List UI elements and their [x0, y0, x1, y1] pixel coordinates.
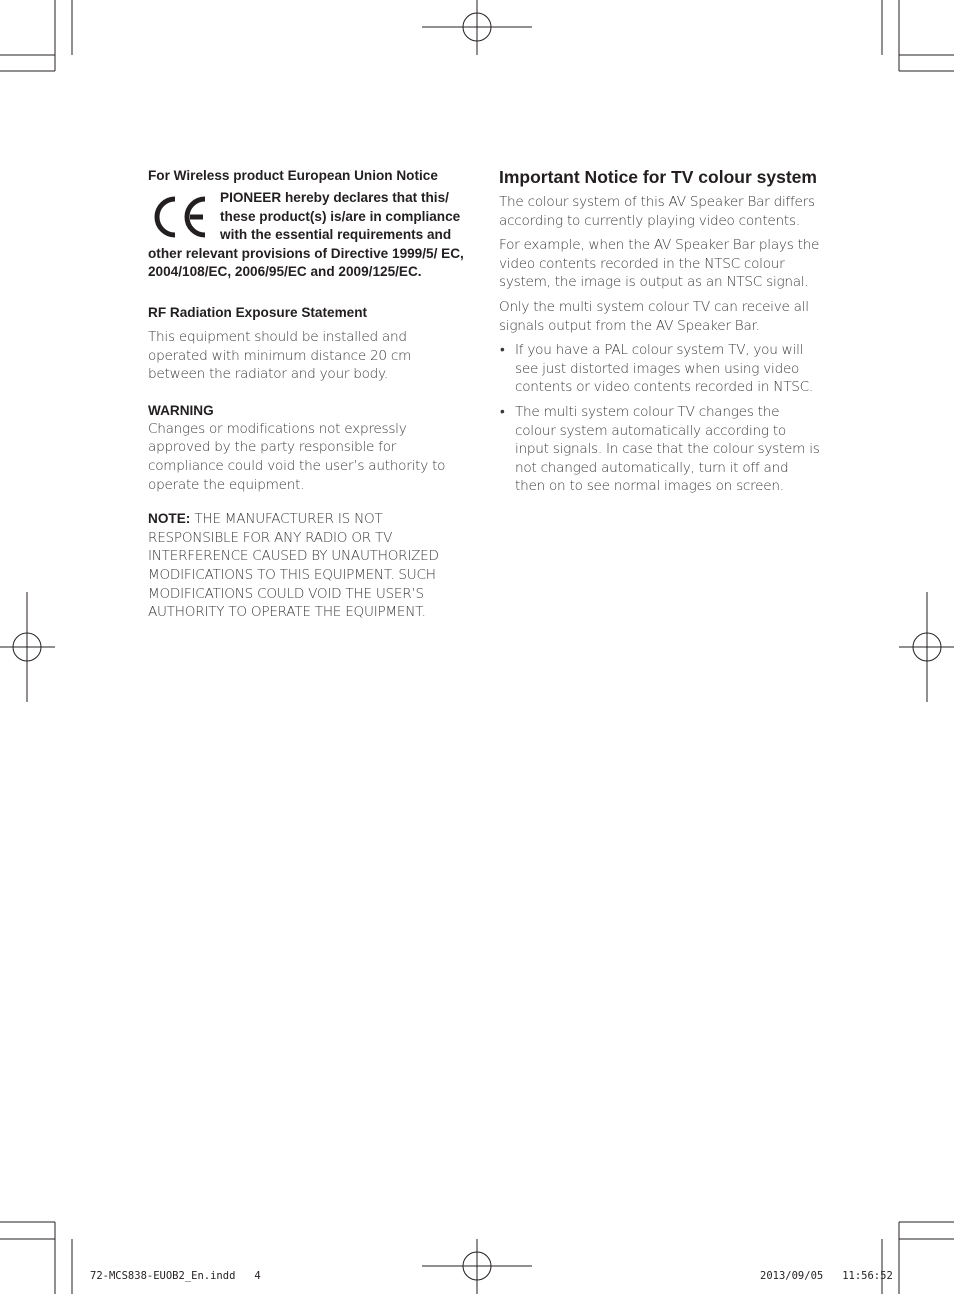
list-item: • If you have a PAL colour system TV, you will see just distorted images when using video contents or video contents recorded in NTSC.	[500, 342, 813, 396]
tv-colour-heading: Important Notice for TV colour system	[499, 167, 817, 187]
left-column	[148, 166, 470, 622]
list-item: • The multi system colour TV changes the colour system automatically according to input signals. In case that the colour system is not changed automatically, turn it off and then on to see normal images on screen.	[500, 403, 820, 495]
footer-date: 2013/09/05	[760, 1270, 824, 1282]
warning-text: Changes or modifications not expressly approved by the party responsible for compliance could void the user’s authority to operate the equipment.	[148, 420, 446, 493]
note-text: THE MANUFACTURER IS NOT RESPONSIBLE FOR ANY RADIO OR TV INTERFERENCE CAUSED BY UNAUTHORIZED MODIFICATIONS TO THIS EQUIPMENT. SUCH MODIFICATIONS COULD VOID THE USER’S AUTHORITY TO OPERATE THE EQUIPMENT.	[148, 511, 439, 621]
footer-time: 11:56:52	[842, 1270, 893, 1282]
registration-target-right	[899, 592, 954, 702]
right-column	[499, 166, 821, 502]
ce-declaration-text-top: PIONEER hereby declares that this/ these product(s) is/are in compliance with the essential requirements and	[220, 190, 461, 243]
note-label: NOTE:	[148, 511, 191, 527]
ce-declaration-text-bottom: other relevant provisions of Directive 1999/5/ EC, 2004/108/EC, 2006/95/EC and 2009/125/EC.	[148, 245, 464, 280]
footer-file-name: 72-MCS838-EUOB2_En.indd	[90, 1270, 236, 1282]
registration-target-bottom	[422, 1239, 532, 1294]
rf-heading: RF Radiation Exposure Statement	[148, 304, 368, 320]
registration-target-top	[422, 0, 532, 55]
tv-colour-para-3: Only the multi system colour TV can receive all signals output from the AV Speaker Bar.	[499, 298, 809, 334]
eu-notice-heading: For Wireless product European Union Notice	[148, 168, 438, 183]
registration-target-left	[0, 592, 55, 702]
note-paragraph	[148, 510, 470, 622]
tv-colour-bullet-list	[499, 341, 821, 496]
footer-timestamp	[760, 1270, 893, 1282]
bullet-icon: •	[500, 403, 505, 420]
footer-page-number: 4	[254, 1270, 261, 1282]
tv-colour-para-2: For example, when the AV Speaker Bar plays the video contents recorded in the NTSC colour system, the image is output as an NTSC signal.	[499, 237, 820, 291]
ce-mark-icon	[148, 191, 212, 243]
footer-file-info	[90, 1270, 261, 1282]
warning-heading: WARNING	[148, 402, 214, 418]
rf-text: This equipment should be installed and operated with minimum distance 20 cm between the radiator and your body.	[148, 328, 412, 383]
ce-declaration	[148, 189, 470, 282]
tv-colour-para-1: The colour system of this AV Speaker Bar differs according to currently playing video contents.	[499, 194, 815, 229]
bullet-icon: •	[500, 342, 505, 359]
